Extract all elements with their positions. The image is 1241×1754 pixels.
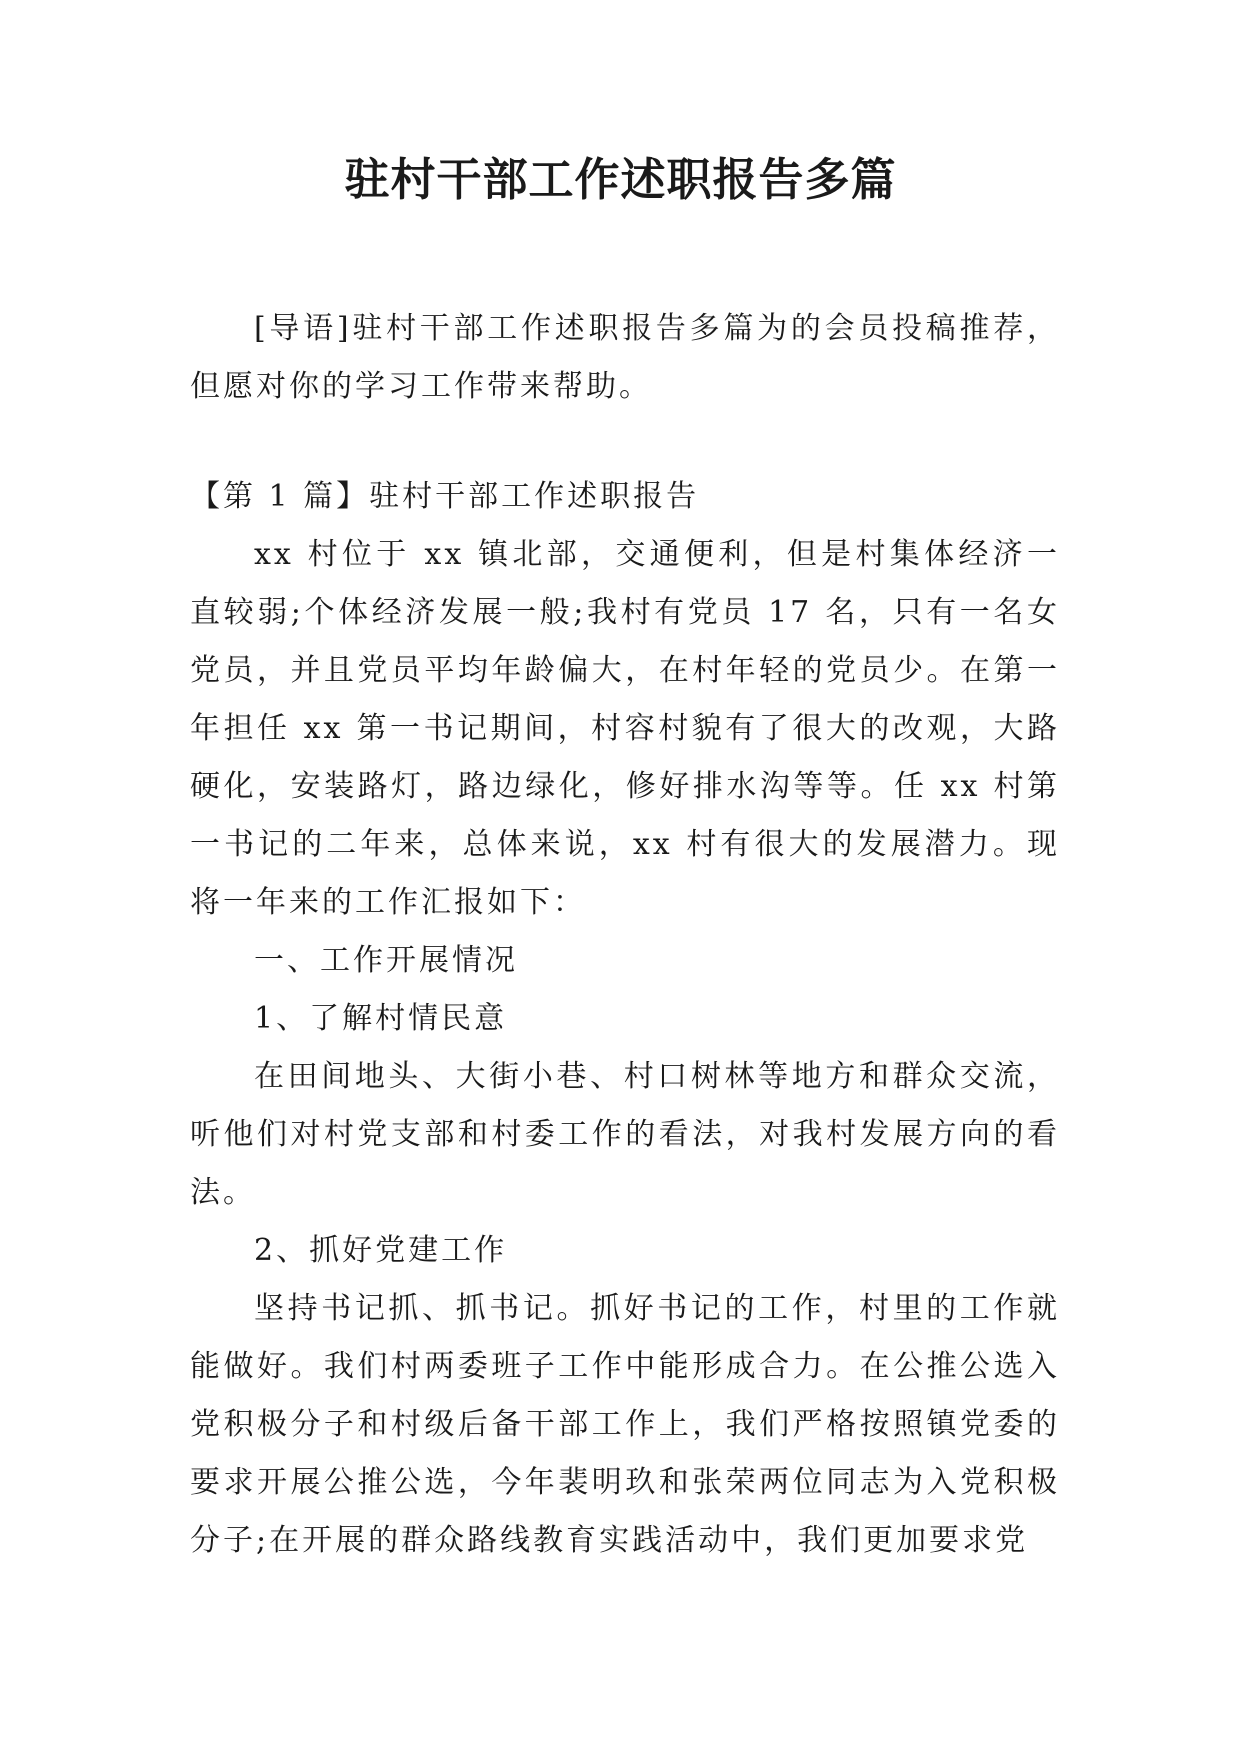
section-heading: 【第 1 篇】驻村干部工作述职报告 [190, 479, 700, 514]
subsection-heading: 1、了解村情民意 [254, 1001, 508, 1036]
body-paragraph: 在田间地头、大街小巷、村口树林等地方和群众交流，听他们对村党支部和村委工作的看法，对我村发展方向的看法。 [190, 1059, 1060, 1210]
subsection-heading: 2、抓好党建工作 [254, 1233, 508, 1268]
document-title: 驻村干部工作述职报告多篇 [344, 153, 897, 206]
body-paragraph: xx 村位于 xx 镇北部，交通便利，但是村集体经济一直较弱;个体经济发展一般;我村有党员 17 名，只有一名女党员，并且党员平均年龄偏大，在村年轻的党员少。在第一年担任 xx 第一书记期间，村容村貌有了很大的改观，大路硬化，安装路灯，路边绿化，修好排水沟等等。任 xx 村第一书记的二年来，总体来说，xx 村有很大的发展潜力。现将一年来的工作汇报如下： [190, 537, 1060, 920]
section-1 [190, 468, 1060, 1570]
intro-paragraph: [导语]驻村干部工作述职报告多篇为的会员投稿推荐，但愿对你的学习工作带来帮助。 [190, 311, 1060, 404]
body-paragraph: 坚持书记抓、抓书记。抓好书记的工作，村里的工作就能做好。我们村两委班子工作中能形成合力。在公推公选入党积极分子和村级后备干部工作上，我们严格按照镇党委的要求开展公推公选，今年裴明玖和张荣两位同志为入党积极分子;在开展的群众路线教育实践活动中，我们更加要求党 [190, 1291, 1060, 1558]
subsection-heading: 一、工作开展情况 [254, 943, 518, 978]
